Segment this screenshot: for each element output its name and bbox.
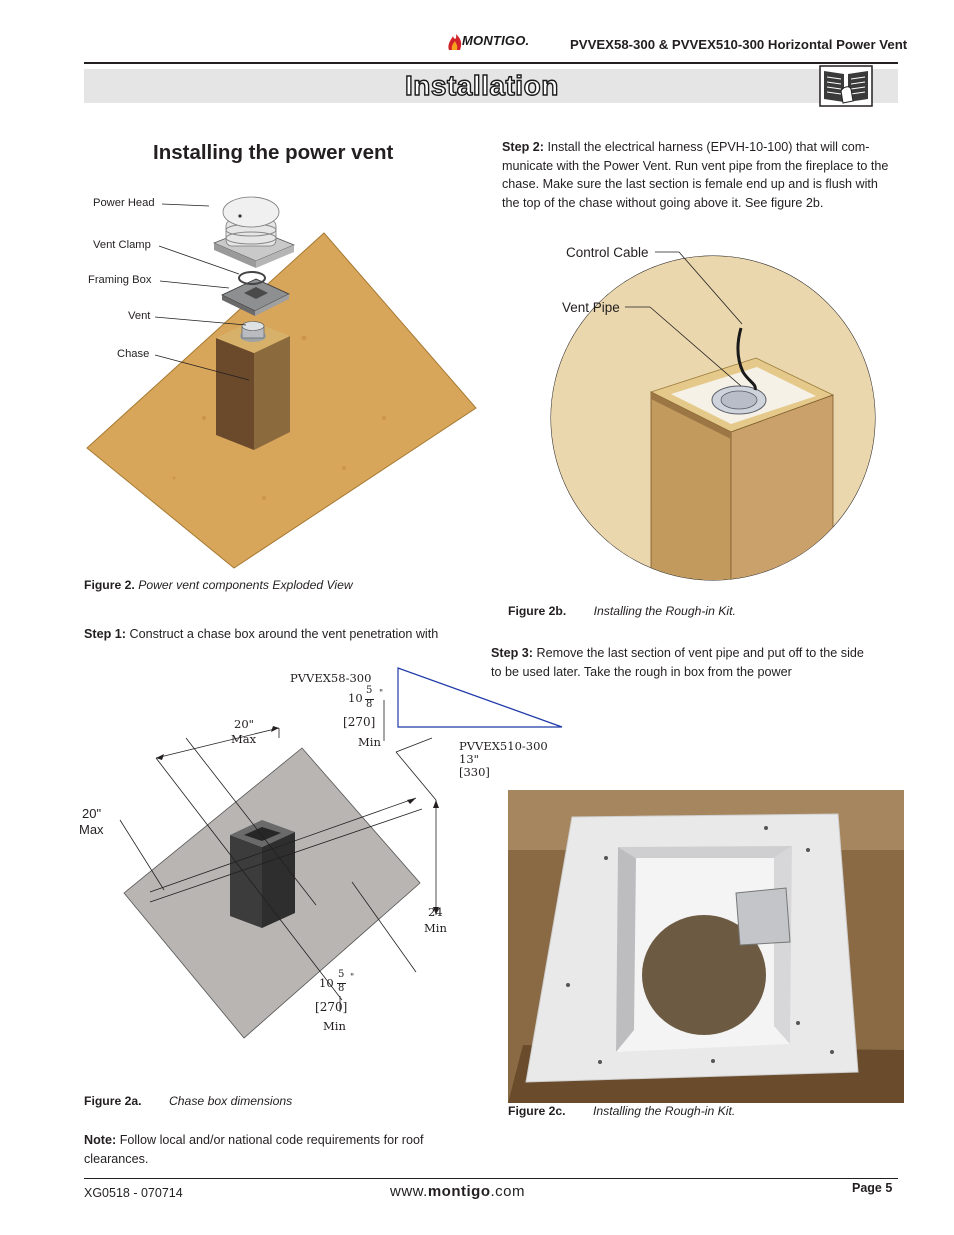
caption-text: Chase box dimensions (168, 1094, 293, 1108)
dim-bot-mm-value: 270 (319, 1000, 343, 1014)
step-3-line-1: Remove the last section of vent pipe and put off to the side (536, 646, 864, 660)
label-control-cable: Control Cable (566, 245, 649, 260)
step-3 (491, 644, 891, 681)
step-1-label: Step 1: (84, 627, 126, 641)
step-3-label: Step 3: (491, 646, 533, 660)
label-vent: Vent (128, 310, 151, 322)
figure-2b-rough-in (531, 232, 885, 594)
figure-2c-caption (508, 1104, 735, 1118)
figure-2-caption (84, 578, 353, 592)
logo-text: MONTIGO. (462, 33, 530, 48)
dim-330-mm: [330] (459, 765, 490, 779)
caption-text: Power vent components Exploded View (138, 578, 353, 592)
label-vent-pipe: Vent Pipe (562, 300, 620, 315)
caption-label: Figure 2a. (84, 1094, 142, 1108)
label-vent-clamp: Vent Clamp (93, 239, 151, 251)
caption-text: Installing the Rough-in Kit. (593, 604, 736, 618)
header-rule (84, 62, 898, 64)
manual-book-icon (819, 65, 873, 107)
note-line-1: Follow local and/or national code requirements for roof (119, 1133, 424, 1147)
dim-top-mm-value: 270 (347, 715, 371, 729)
section-title: Installing the power vent (153, 141, 394, 164)
dark-chase (230, 835, 262, 928)
step-3-line-2: to be used later. Take the rough in box from the power (491, 664, 792, 679)
figure-2b-caption (508, 604, 736, 618)
dim-20-max-a: 20" (234, 717, 254, 731)
dim-bot-mm: [270] (315, 1000, 348, 1014)
note-line-2: clearances. (84, 1151, 149, 1166)
footer-rule (84, 1178, 898, 1179)
caption-label: Figure 2. (84, 578, 135, 592)
dim-top-mm: [270] (343, 715, 376, 729)
dim-top-num: 5 (366, 685, 373, 696)
dim-20-max-a-label: Max (231, 732, 257, 746)
dim-top-min: Min (358, 735, 381, 749)
dim-13-in: 13" (459, 752, 479, 766)
dim-20-max-b-label: Max (79, 822, 104, 837)
note (84, 1131, 464, 1168)
dim-pvvex58-label: PVVEX58-300 (290, 671, 372, 685)
dim-20-max-b: 20" (82, 806, 102, 821)
dim-top-inch: " (379, 689, 384, 699)
label-chase: Chase (117, 348, 150, 360)
document-code: XG0518 - 070714 (84, 1186, 183, 1200)
label-power-head: Power Head (93, 197, 155, 209)
step-2-line-1: Install the electrical harness (EPVH-10-100) that will com- (547, 140, 870, 154)
dim-bot-inch: " (350, 973, 355, 983)
dim-bot-whole: 10 (319, 976, 334, 990)
dim-24: 24 (428, 905, 443, 919)
dim-pvvex510-label: PVVEX510-300 (459, 739, 548, 753)
url-suffix: .com (490, 1183, 526, 1200)
step-1 (84, 625, 438, 644)
figure-2a-chase-dimensions (84, 660, 564, 1080)
caption-text: Installing the Rough-in Kit. (592, 1104, 736, 1118)
page-number: Page 5 (852, 1181, 893, 1195)
step-2 (502, 138, 902, 212)
dim-24-min: Min (424, 921, 447, 935)
chase-box (216, 338, 254, 450)
website-link[interactable] (390, 1183, 525, 1200)
caption-label: Figure 2b. (508, 604, 567, 618)
note-label: Note: (84, 1133, 117, 1147)
page-title: Installation (405, 70, 559, 101)
dim-bot-num: 5 (338, 969, 345, 980)
step-2-line-2: municate with the Power Vent. Run vent pipe from the fireplace to the (502, 158, 889, 173)
power-head-cap (223, 197, 279, 227)
dim-top-whole: 10 (348, 691, 363, 705)
dim-bot-den: 8 (338, 983, 345, 994)
step-2-line-3: chase. Make sure the last section is female end up and is flush with (502, 177, 878, 191)
url-prefix: www. (390, 1183, 428, 1200)
step-2-label: Step 2: (502, 140, 544, 154)
caption-label: Figure 2c. (508, 1104, 566, 1118)
dim-top-den: 8 (366, 699, 373, 710)
figure-2c-photo (508, 790, 904, 1103)
label-framing-box: Framing Box (88, 274, 152, 286)
step-2-line-4: the top of the chase without going above it. See figure 2b. (502, 195, 824, 210)
url-brand: montigo (427, 1183, 491, 1200)
figure-2a-caption (84, 1094, 292, 1108)
dim-bot-min: Min (323, 1019, 346, 1033)
doc-title: PVVEX58-300 & PVVEX510-300 Horizontal Power Vent (570, 37, 908, 52)
step-1-text: Construct a chase box around the vent penetration with (129, 627, 439, 641)
